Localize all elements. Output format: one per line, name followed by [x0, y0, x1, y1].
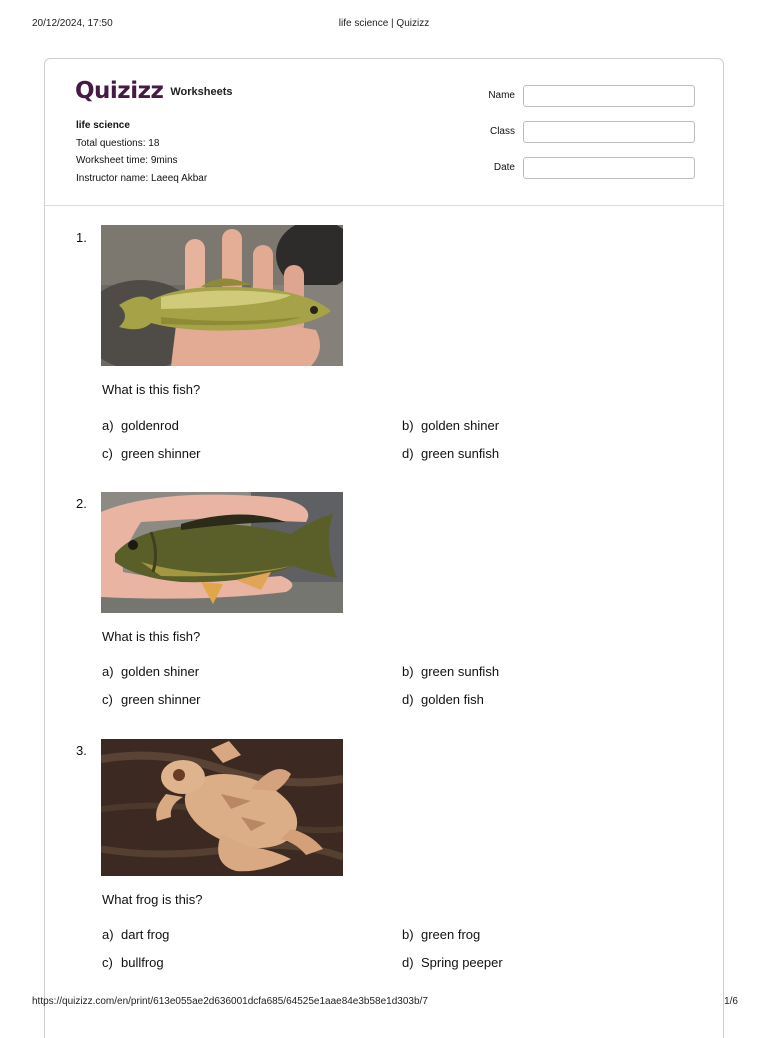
- option-text: green sunfish: [421, 664, 500, 679]
- option-letter: d): [402, 692, 414, 707]
- name-label: Name: [488, 90, 515, 101]
- option-letter: b): [402, 418, 414, 433]
- question-image-frog: [101, 739, 343, 876]
- question-number: 3.: [76, 743, 87, 758]
- total-questions: Total questions: 18: [76, 137, 160, 149]
- option-text: goldenrod: [121, 418, 179, 433]
- option-letter: b): [402, 927, 414, 942]
- option-letter: d): [402, 955, 414, 970]
- option-text: golden shiner: [421, 418, 500, 433]
- name-field[interactable]: [523, 85, 695, 107]
- print-header: [0, 14, 768, 34]
- question-number: 2.: [76, 496, 87, 511]
- option-letter: c): [102, 446, 113, 461]
- option-letter: c): [102, 955, 113, 970]
- date-label: Date: [493, 162, 515, 173]
- worksheet-title: life science: [76, 120, 130, 131]
- answer-option-a[interactable]: [102, 418, 179, 433]
- answer-option-d[interactable]: [402, 446, 499, 461]
- option-letter: a): [102, 664, 114, 679]
- option-letter: d): [402, 446, 414, 461]
- option-text: green shinner: [121, 692, 201, 707]
- worksheet-header: [45, 59, 723, 206]
- print-footer: [0, 992, 768, 1012]
- class-field[interactable]: [523, 121, 695, 143]
- print-url: https://quizizz.com/en/print/613e055ae2d636001dcfa685/64525e1aae84e3b58e1d303b/7: [32, 996, 428, 1007]
- quizizz-logo: [75, 77, 233, 105]
- logo-wordmark: Quizizz: [75, 78, 164, 104]
- question-image-fish-1: [101, 225, 343, 366]
- worksheet-time: Worksheet time: 9mins: [76, 155, 178, 166]
- answer-option-d[interactable]: [402, 692, 484, 707]
- answer-option-c[interactable]: [102, 446, 201, 461]
- option-text: green shinner: [121, 446, 201, 461]
- name-field-group: [483, 85, 693, 107]
- option-text: dart frog: [121, 927, 170, 942]
- print-page-title: life science | Quizizz: [338, 18, 430, 29]
- date-field-group: [483, 157, 693, 179]
- answer-option-d[interactable]: [402, 955, 503, 970]
- option-text: golden fish: [421, 692, 484, 707]
- worksheet-card: [44, 58, 724, 1038]
- question-image-fish-2: [101, 492, 343, 613]
- option-letter: a): [102, 927, 114, 942]
- answer-option-c[interactable]: [102, 692, 201, 707]
- answer-option-a[interactable]: [102, 927, 169, 942]
- option-letter: b): [402, 664, 414, 679]
- instructor-name: Instructor name: Laeeq Akbar: [76, 172, 208, 184]
- date-field[interactable]: [523, 157, 695, 179]
- option-letter: c): [102, 692, 113, 707]
- answer-option-a[interactable]: [102, 664, 199, 679]
- option-letter: a): [102, 418, 114, 433]
- question-text: What is this fish?: [102, 382, 201, 397]
- logo-subtitle: Worksheets: [170, 86, 233, 98]
- answer-option-b[interactable]: [402, 664, 499, 679]
- answer-option-b[interactable]: [402, 927, 480, 942]
- option-text: green frog: [421, 927, 481, 942]
- answer-option-b[interactable]: [402, 418, 499, 433]
- question-number: 1.: [76, 230, 87, 245]
- class-field-group: [483, 121, 693, 143]
- question-text: What frog is this?: [102, 892, 203, 907]
- print-datetime: 20/12/2024, 17:50: [32, 18, 113, 29]
- worksheet-meta: [76, 117, 207, 187]
- option-text: bullfrog: [121, 955, 164, 970]
- print-page-number: 1/6: [724, 996, 738, 1007]
- answer-option-c[interactable]: [102, 955, 164, 970]
- question-text: What is this fish?: [102, 629, 201, 644]
- option-text: green sunfish: [421, 446, 500, 461]
- option-text: golden shiner: [121, 664, 200, 679]
- class-label: Class: [489, 126, 515, 137]
- option-text: Spring peeper: [421, 955, 503, 970]
